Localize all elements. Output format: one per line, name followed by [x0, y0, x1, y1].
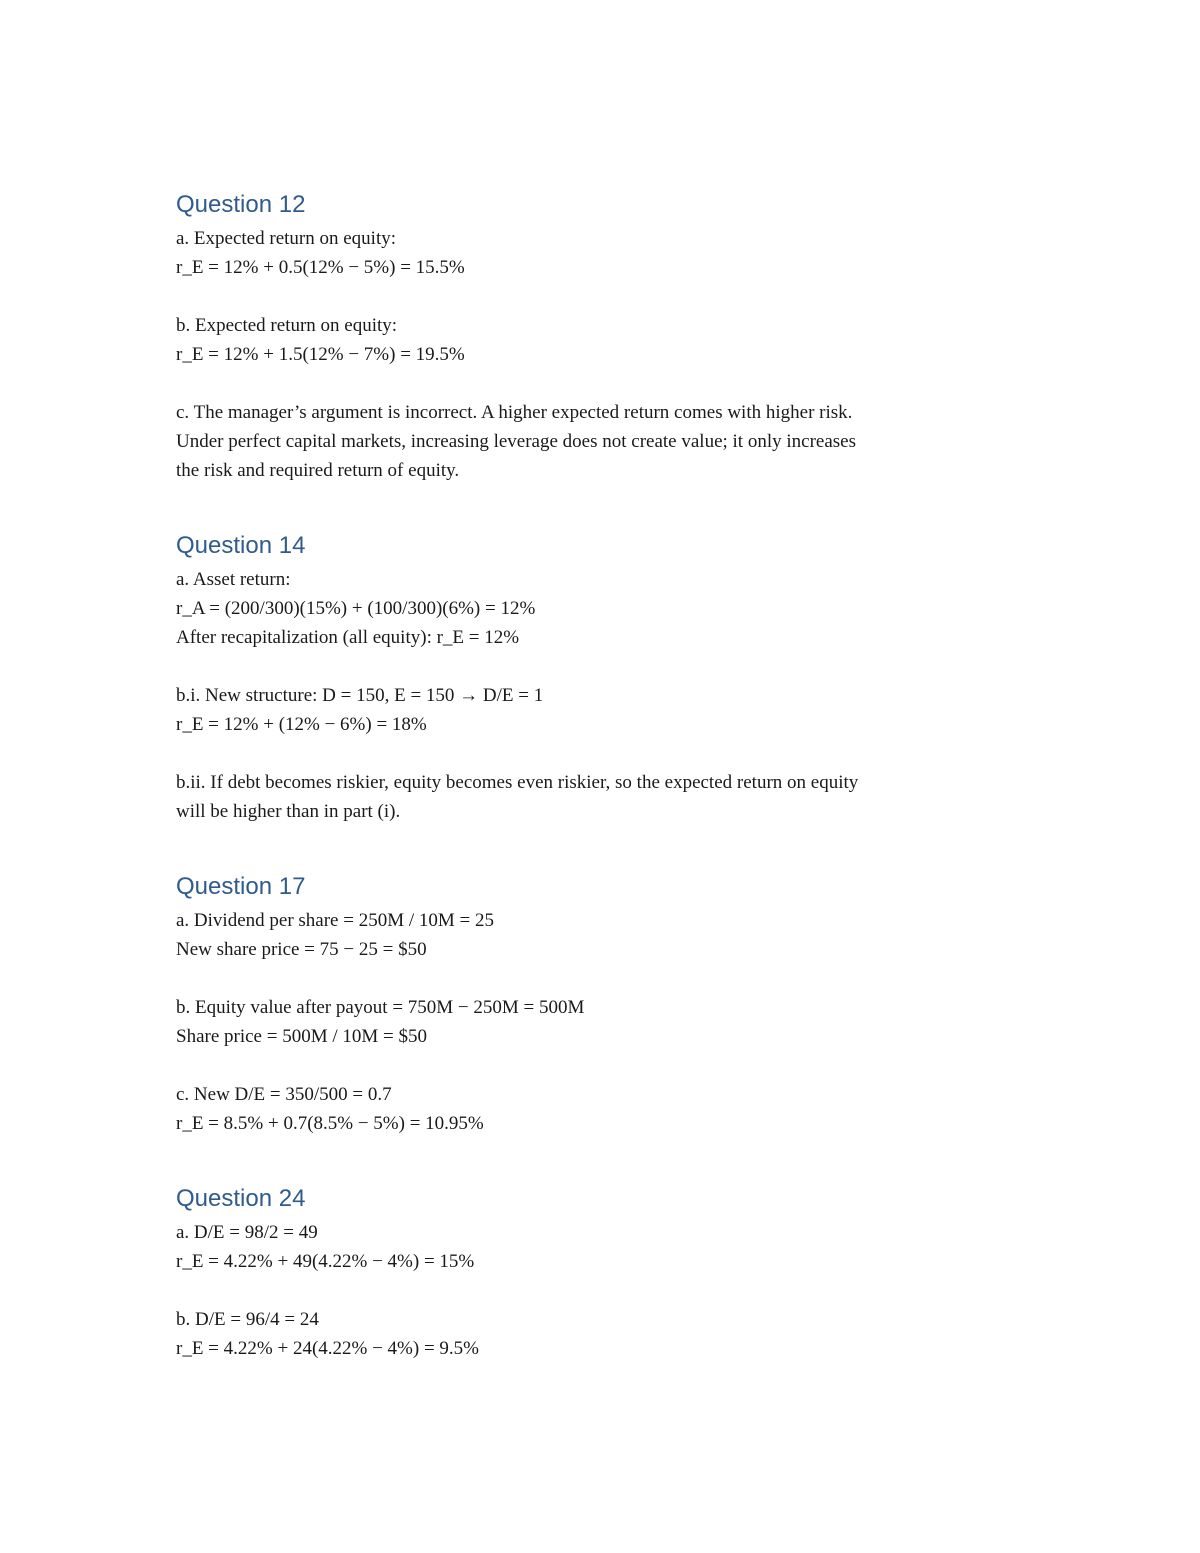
question-14-part-b-i: [176, 681, 1016, 739]
text-line: r_E = 12% + 0.5(12% − 5%) = 15.5%: [176, 257, 465, 278]
question-17-heading: Question 17: [176, 873, 306, 900]
text-line: c. New D/E = 350/500 = 0.7: [176, 1084, 392, 1105]
text-line: b.ii. If debt becomes riskier, equity becomes even riskier, so the expected return on equity: [176, 772, 859, 793]
text-line: b. Equity value after payout = 750M − 250M = 500M: [176, 997, 585, 1018]
text-line: will be higher than in part (i).: [176, 801, 401, 822]
question-24-part-a: [176, 1218, 1016, 1276]
text-line: r_E = 12% + (12% − 6%) = 18%: [176, 714, 427, 735]
question-14-section: [176, 529, 1016, 826]
question-14-part-a: [176, 565, 1016, 652]
text-line: r_E = 12% + 1.5(12% − 7%) = 19.5%: [176, 344, 465, 365]
question-12-section: [176, 188, 1016, 485]
question-12-heading: Question 12: [176, 191, 306, 218]
text-line: c. The manager’s argument is incorrect. A higher expected return comes with higher risk.: [176, 402, 853, 423]
document-page: [176, 188, 1016, 1363]
text-line: a. Dividend per share = 250M / 10M = 25: [176, 910, 494, 931]
text-line: After recapitalization (all equity): r_E = 12%: [176, 627, 520, 648]
text-line: a. D/E = 98/2 = 49: [176, 1222, 318, 1243]
question-12-part-a: [176, 224, 1016, 282]
text-line: New share price = 75 − 25 = $50: [176, 939, 427, 960]
question-14-part-b-ii: [176, 768, 1016, 826]
text-line: r_E = 8.5% + 0.7(8.5% − 5%) = 10.95%: [176, 1113, 484, 1134]
question-24-part-b: [176, 1305, 1016, 1363]
text-line: r_E = 4.22% + 49(4.22% − 4%) = 15%: [176, 1251, 475, 1272]
text-line: Under perfect capital markets, increasing leverage does not create value; it only increases: [176, 431, 856, 452]
question-14-heading: Question 14: [176, 532, 306, 559]
text-line: the risk and required return of equity.: [176, 460, 460, 481]
question-17-section: [176, 870, 1016, 1138]
text-line: r_A = (200/300)(15%) + (100/300)(6%) = 12%: [176, 598, 536, 619]
question-12-part-c: [176, 398, 1016, 485]
question-17-part-b: [176, 993, 1016, 1051]
text-line: b. D/E = 96/4 = 24: [176, 1309, 319, 1330]
text-line: r_E = 4.22% + 24(4.22% − 4%) = 9.5%: [176, 1338, 480, 1359]
question-24-section: [176, 1182, 1016, 1363]
text-line: b.i. New structure: D = 150, E = 150 → D/E = 1: [176, 685, 544, 706]
question-12-part-b: [176, 311, 1016, 369]
question-17-part-c: [176, 1080, 1016, 1138]
text-line: a. Asset return:: [176, 569, 291, 590]
text-line: Share price = 500M / 10M = $50: [176, 1026, 427, 1047]
text-line: a. Expected return on equity:: [176, 228, 397, 249]
text-line: b. Expected return on equity:: [176, 315, 398, 336]
question-24-heading: Question 24: [176, 1185, 306, 1212]
question-17-part-a: [176, 906, 1016, 964]
